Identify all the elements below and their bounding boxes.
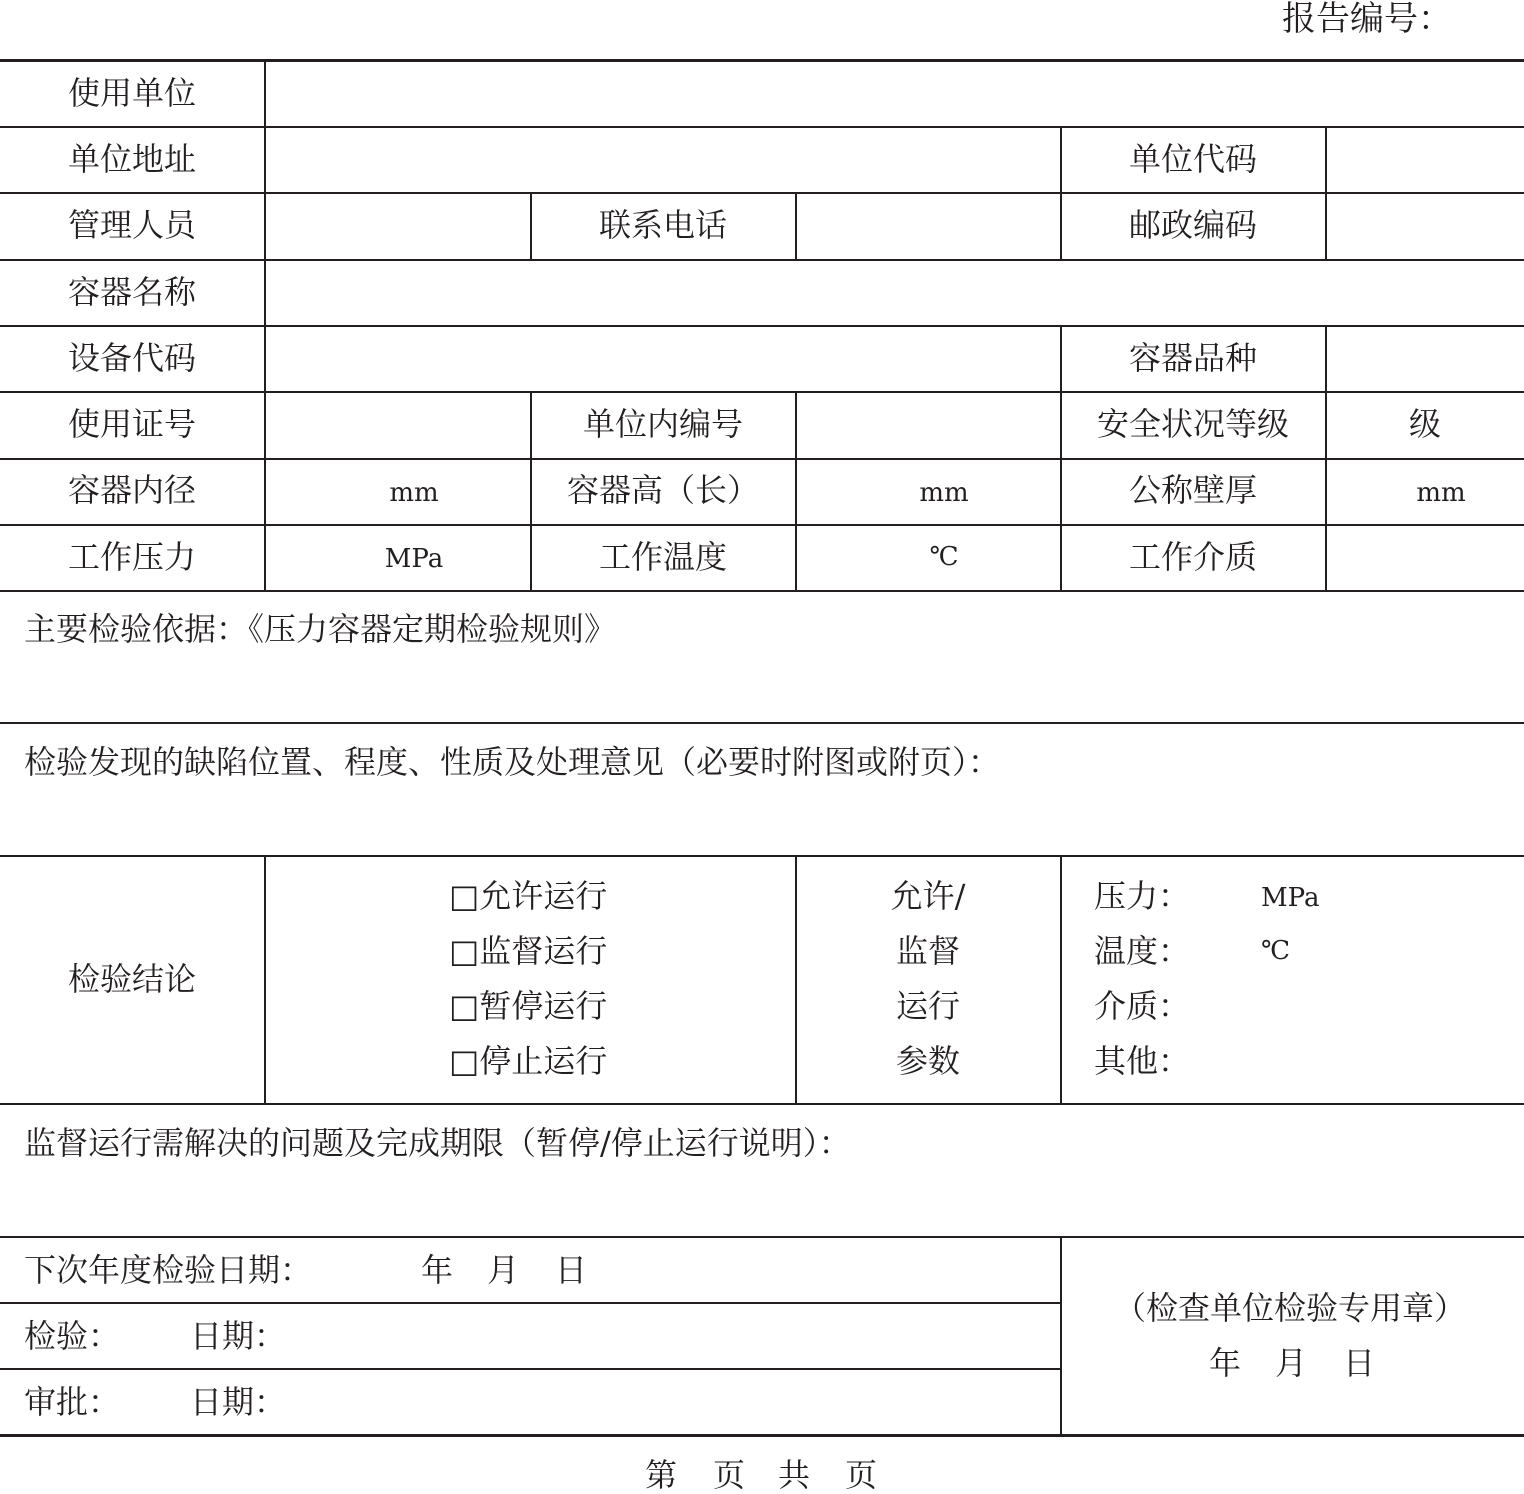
defects-section-label: 检验发现的缺陷位置、程度、性质及处理意见（必要时附图或附页）： bbox=[24, 743, 1001, 781]
row-divider bbox=[0, 722, 1524, 724]
inspection-basis: 主要检验依据：《压力容器定期检验规则》 bbox=[24, 610, 617, 648]
stamp-date-month: 月 bbox=[1275, 1344, 1308, 1382]
page-footer-gong: 共 bbox=[778, 1456, 811, 1494]
param-medium-label: 介质： bbox=[1094, 987, 1191, 1025]
unit-mm: mm bbox=[389, 478, 439, 508]
inspector-label: 检验： bbox=[24, 1317, 121, 1355]
label-equipment-code: 设备代码 bbox=[67, 339, 197, 377]
label-wall-thickness: 公称壁厚 bbox=[1128, 471, 1258, 509]
row-divider bbox=[0, 524, 1524, 526]
next-date-year: 年 bbox=[421, 1251, 454, 1289]
inspector-date-label: 日期： bbox=[190, 1317, 287, 1355]
col-divider bbox=[1325, 126, 1327, 259]
row-divider bbox=[0, 126, 1524, 128]
row-divider bbox=[0, 1103, 1524, 1105]
next-inspection-date-label: 下次年度检验日期： bbox=[24, 1251, 313, 1289]
approver-date-label: 日期： bbox=[190, 1383, 287, 1421]
row-divider bbox=[0, 590, 1524, 592]
option-suspend-operation[interactable]: □暂停运行 bbox=[449, 987, 608, 1025]
page-footer-ye: 页 bbox=[845, 1456, 878, 1494]
unit-mpa: MPa bbox=[384, 544, 444, 574]
label-vessel-name: 容器名称 bbox=[67, 273, 197, 311]
label-safety-grade: 安全状况等级 bbox=[1096, 405, 1290, 443]
col-divider bbox=[795, 855, 797, 1104]
row-divider bbox=[0, 1302, 1062, 1304]
table-bottom-border bbox=[0, 1434, 1524, 1437]
row-divider bbox=[0, 259, 1524, 261]
label-work-medium: 工作介质 bbox=[1128, 538, 1258, 576]
label-user-unit: 使用单位 bbox=[67, 74, 197, 112]
param-temperature-unit: ℃ bbox=[1261, 936, 1291, 966]
label-contact-phone: 联系电话 bbox=[598, 206, 728, 244]
param-pressure-unit: MPa bbox=[1261, 883, 1320, 913]
params-label-line: 运行 bbox=[895, 987, 961, 1025]
col-divider bbox=[1325, 325, 1327, 591]
col-divider bbox=[795, 391, 797, 591]
stamp-date-year: 年 bbox=[1209, 1344, 1242, 1382]
col-divider bbox=[795, 192, 797, 259]
option-stop-operation[interactable]: □停止运行 bbox=[449, 1042, 608, 1080]
label-unit-code: 单位代码 bbox=[1128, 140, 1258, 178]
unit-mm: mm bbox=[919, 478, 969, 508]
col-divider bbox=[530, 391, 532, 591]
grade-unit: 级 bbox=[1408, 405, 1442, 443]
param-temperature-label: 温度： bbox=[1094, 932, 1191, 970]
row-divider bbox=[0, 1368, 1062, 1370]
page-footer-di: 第 bbox=[645, 1456, 678, 1494]
params-label-line: 允许/ bbox=[890, 877, 966, 915]
label-work-temperature: 工作温度 bbox=[598, 538, 728, 576]
option-allow-operation[interactable]: □允许运行 bbox=[449, 877, 608, 915]
label-unit-address: 单位地址 bbox=[67, 140, 197, 178]
option-supervised-operation[interactable]: □监督运行 bbox=[449, 932, 608, 970]
col-divider bbox=[1060, 1236, 1062, 1436]
col-divider bbox=[264, 59, 266, 591]
param-pressure-label: 压力： bbox=[1094, 877, 1191, 915]
params-label-line: 监督 bbox=[895, 932, 961, 970]
col-divider bbox=[1060, 855, 1062, 1104]
label-manager: 管理人员 bbox=[67, 206, 197, 244]
label-internal-no: 单位内编号 bbox=[582, 405, 744, 443]
approver-label: 审批： bbox=[24, 1383, 121, 1421]
col-divider bbox=[1060, 325, 1062, 591]
inspection-stamp-label: （检查单位检验专用章） bbox=[1113, 1289, 1467, 1327]
table-top-border bbox=[0, 59, 1524, 62]
label-work-pressure: 工作压力 bbox=[67, 538, 197, 576]
params-label-line: 参数 bbox=[895, 1042, 961, 1080]
row-divider bbox=[0, 458, 1524, 460]
row-divider bbox=[0, 192, 1524, 194]
next-date-month: 月 bbox=[487, 1251, 520, 1289]
row-divider bbox=[0, 391, 1524, 393]
unit-celsius: ℃ bbox=[929, 542, 959, 572]
label-postal-code: 邮政编码 bbox=[1128, 206, 1258, 244]
label-inspection-conclusion: 检验结论 bbox=[67, 960, 197, 998]
param-other-label: 其他： bbox=[1094, 1042, 1191, 1080]
page-footer-ye: 页 bbox=[713, 1456, 746, 1494]
col-divider bbox=[1060, 126, 1062, 259]
stamp-date-day: 日 bbox=[1343, 1344, 1376, 1382]
next-date-day: 日 bbox=[555, 1251, 588, 1289]
col-divider bbox=[264, 855, 266, 1104]
label-inner-diameter: 容器内径 bbox=[67, 471, 197, 509]
supervision-issues-label: 监督运行需解决的问题及完成期限（暂停/停止运行说明）： bbox=[24, 1124, 851, 1162]
col-divider bbox=[530, 192, 532, 259]
label-use-cert-no: 使用证号 bbox=[67, 405, 197, 443]
row-divider bbox=[0, 325, 1524, 327]
row-divider bbox=[0, 1236, 1524, 1238]
label-vessel-variety: 容器品种 bbox=[1128, 339, 1258, 377]
unit-mm: mm bbox=[1416, 478, 1466, 508]
label-vessel-height: 容器高（长） bbox=[566, 471, 760, 509]
report-number-label: 报告编号： bbox=[1282, 0, 1452, 39]
row-divider bbox=[0, 855, 1524, 857]
